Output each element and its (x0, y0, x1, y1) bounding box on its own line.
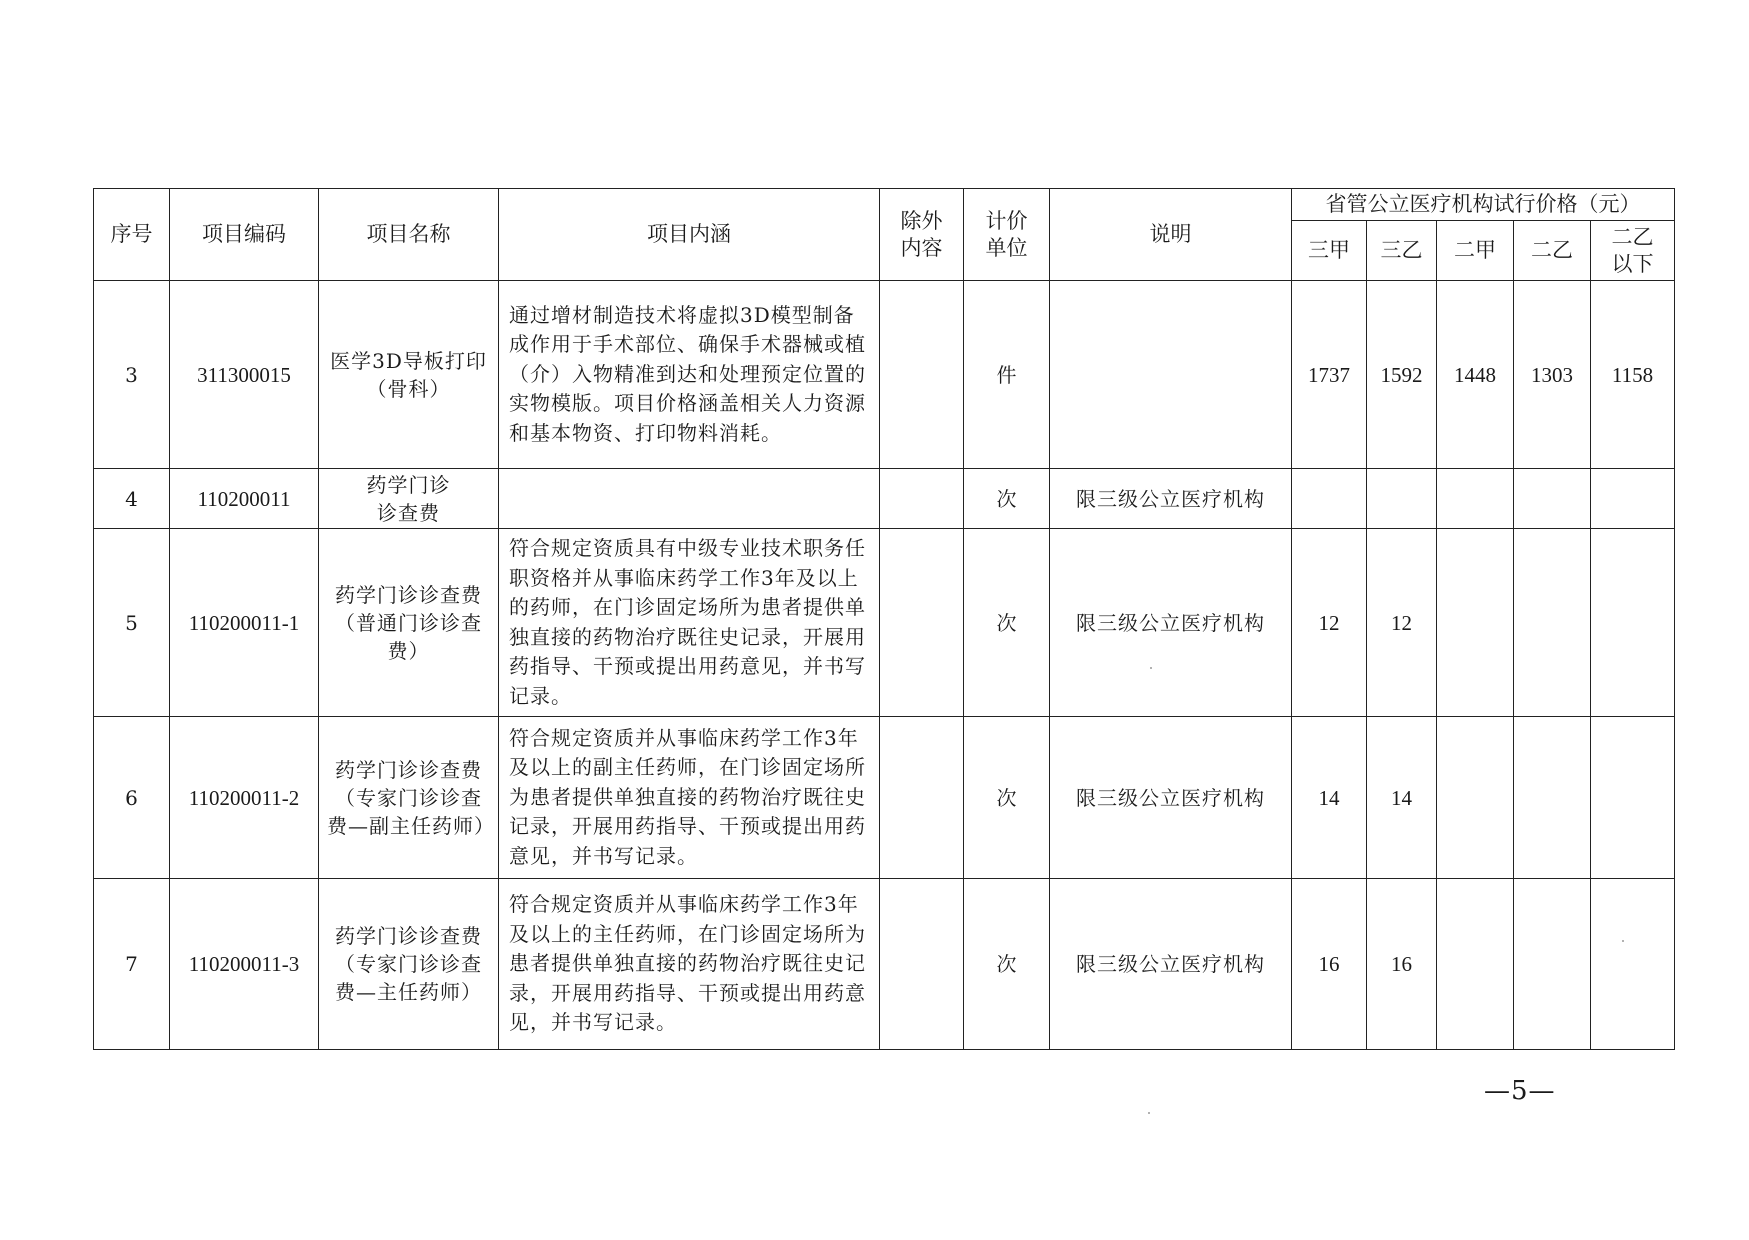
cell-name: 药学门诊诊查费（专家门诊诊查费—主任药师） (319, 879, 499, 1050)
cell-content (499, 469, 880, 529)
cell-price-erjia (1437, 469, 1514, 529)
cell-note (1050, 281, 1292, 469)
cell-price-below-eryi (1591, 879, 1675, 1050)
cell-code: 110200011 (170, 469, 319, 529)
cell-price-eryi: 1303 (1514, 281, 1591, 469)
header-level-erjia: 二甲 (1437, 221, 1514, 281)
cell-note: 限三级公立医疗机构 (1050, 879, 1292, 1050)
cell-price-eryi (1514, 529, 1591, 717)
page-number: —5— (1484, 1076, 1556, 1106)
cell-price-below-eryi (1591, 529, 1675, 717)
cell-price-sanyi (1367, 469, 1437, 529)
header-level-eryi: 二乙 (1514, 221, 1591, 281)
cell-exclusion (880, 469, 964, 529)
header-note: 说明 (1050, 189, 1292, 281)
cell-name: 药学门诊诊查费（专家门诊诊查费—副主任药师） (319, 717, 499, 879)
header-level-sanjia: 三甲 (1292, 221, 1367, 281)
header-content: 项目内涵 (499, 189, 880, 281)
header-price-group: 省管公立医疗机构试行价格（元） (1292, 189, 1675, 221)
cell-content: 符合规定资质并从事临床药学工作3年及以上的副主任药师，在门诊固定场所为患者提供单独直接的药物治疗既往史记录，开展用药指导、干预或提出用药意见，并书写记录。 (499, 717, 880, 879)
cell-name: 药学门诊诊查费 (319, 469, 499, 529)
header-exclusion: 除外内容 (880, 189, 964, 281)
header-level-sanyi: 三乙 (1367, 221, 1437, 281)
header-code: 项目编码 (170, 189, 319, 281)
cell-unit: 次 (964, 529, 1050, 717)
cell-price-sanjia: 16 (1292, 879, 1367, 1050)
cell-price-erjia: 1448 (1437, 281, 1514, 469)
table-row (94, 879, 1675, 1050)
cell-seq: 6 (94, 717, 170, 879)
header-name: 项目名称 (319, 189, 499, 281)
scan-speck (1148, 1112, 1150, 1114)
cell-unit: 次 (964, 469, 1050, 529)
cell-unit: 件 (964, 281, 1050, 469)
cell-name: 医学3D导板打印（骨科） (319, 281, 499, 469)
price-table (93, 188, 1675, 1050)
scan-speck (1150, 667, 1152, 669)
cell-exclusion (880, 717, 964, 879)
cell-price-sanjia: 12 (1292, 529, 1367, 717)
scan-speck (1622, 940, 1624, 942)
cell-price-erjia (1437, 879, 1514, 1050)
table-row (94, 281, 1675, 469)
cell-seq: 4 (94, 469, 170, 529)
cell-unit: 次 (964, 879, 1050, 1050)
cell-exclusion (880, 281, 964, 469)
cell-code: 110200011-2 (170, 717, 319, 879)
cell-price-below-eryi: 1158 (1591, 281, 1675, 469)
cell-price-erjia (1437, 717, 1514, 879)
header-seq: 序号 (94, 189, 170, 281)
table-row (94, 469, 1675, 529)
cell-exclusion (880, 879, 964, 1050)
cell-seq: 7 (94, 879, 170, 1050)
cell-code: 311300015 (170, 281, 319, 469)
cell-note: 限三级公立医疗机构 (1050, 469, 1292, 529)
cell-price-sanyi: 12 (1367, 529, 1437, 717)
header-level-below-eryi: 二乙以下 (1591, 221, 1675, 281)
cell-price-eryi (1514, 879, 1591, 1050)
cell-exclusion (880, 529, 964, 717)
cell-price-sanjia: 1737 (1292, 281, 1367, 469)
cell-seq: 5 (94, 529, 170, 717)
cell-content: 符合规定资质并从事临床药学工作3年及以上的主任药师，在门诊固定场所为患者提供单独直接的药物治疗既往史记录，开展用药指导、干预或提出用药意见，并书写记录。 (499, 879, 880, 1050)
cell-content: 通过增材制造技术将虚拟3D模型制备成作用于手术部位、确保手术器械或植（介）入物精准到达和处理预定位置的实物模版。项目价格涵盖相关人力资源和基本物资、打印物料消耗。 (499, 281, 880, 469)
cell-price-sanyi: 16 (1367, 879, 1437, 1050)
cell-price-erjia (1437, 529, 1514, 717)
cell-price-below-eryi (1591, 717, 1675, 879)
cell-note: 限三级公立医疗机构 (1050, 529, 1292, 717)
cell-code: 110200011-3 (170, 879, 319, 1050)
cell-price-sanjia (1292, 469, 1367, 529)
cell-price-eryi (1514, 717, 1591, 879)
cell-price-sanyi: 1592 (1367, 281, 1437, 469)
cell-price-sanyi: 14 (1367, 717, 1437, 879)
table-row (94, 717, 1675, 879)
cell-seq: 3 (94, 281, 170, 469)
table-row (94, 529, 1675, 717)
cell-name: 药学门诊诊查费（普通门诊诊查费） (319, 529, 499, 717)
cell-code: 110200011-1 (170, 529, 319, 717)
cell-price-below-eryi (1591, 469, 1675, 529)
cell-price-sanjia: 14 (1292, 717, 1367, 879)
cell-content: 符合规定资质具有中级专业技术职务任职资格并从事临床药学工作3年及以上的药师，在门诊固定场所为患者提供单独直接的药物治疗既往史记录，开展用药指导、干预或提出用药意见，并书写记录。 (499, 529, 880, 717)
cell-price-eryi (1514, 469, 1591, 529)
header-unit: 计价单位 (964, 189, 1050, 281)
cell-unit: 次 (964, 717, 1050, 879)
cell-note: 限三级公立医疗机构 (1050, 717, 1292, 879)
